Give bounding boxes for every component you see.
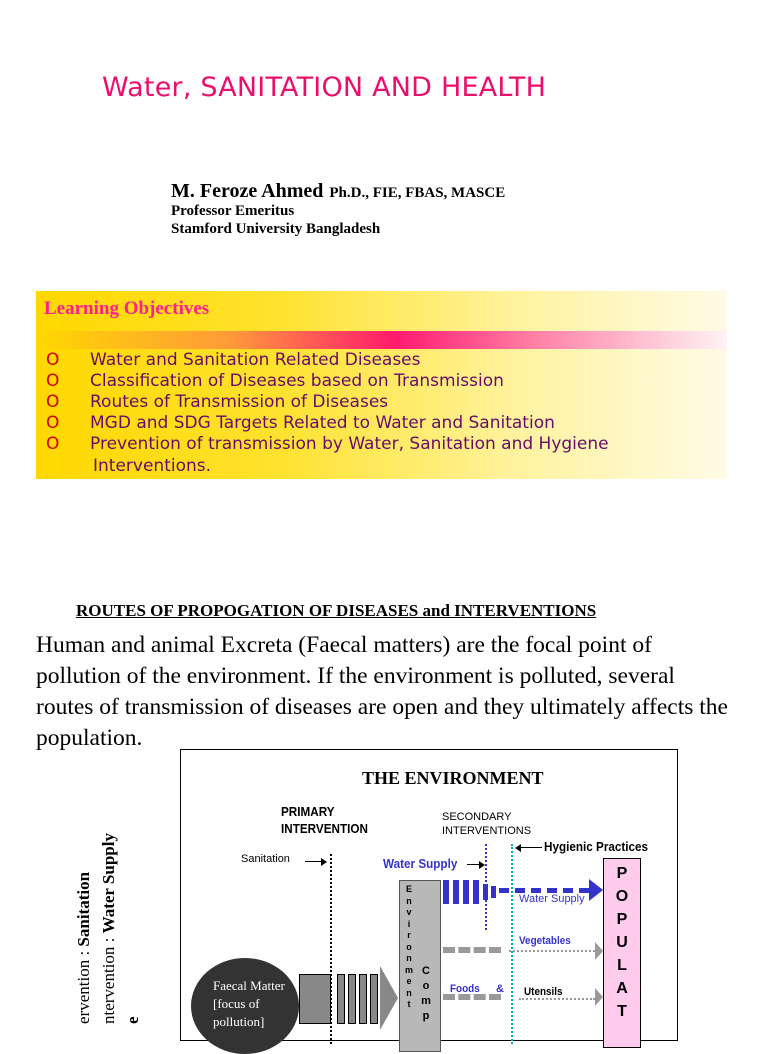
side-label-prefix: ervention : — [74, 946, 93, 1024]
bullet-icon: O — [46, 350, 60, 370]
water-supply-route-label: Water Supply — [519, 893, 585, 905]
utensils-route-dotted — [519, 998, 595, 1000]
objective-item: Prevention of transmission by Water, Sanitation and Hygiene — [90, 434, 609, 454]
arrow-right-icon — [321, 858, 327, 866]
letter: v — [406, 907, 412, 917]
discharge-bar — [337, 974, 345, 1024]
arrow-right-icon — [589, 879, 603, 901]
letter: A — [616, 980, 628, 997]
letter: r — [407, 930, 411, 940]
letter: P — [616, 911, 628, 928]
arrow-left-icon — [515, 844, 521, 852]
objectives-gradient-band — [36, 331, 727, 349]
bullet-icon: O — [46, 392, 60, 412]
faecal-line-3: pollution] — [213, 1014, 265, 1029]
letter: m — [421, 995, 431, 1007]
letter: E — [405, 884, 412, 894]
letter: n — [406, 987, 412, 998]
discharge-bar — [359, 974, 367, 1024]
faecal-line-1: Faecal Matter — [213, 978, 285, 993]
objective-item: Water and Sanitation Related Diseases — [90, 350, 421, 370]
bullet-icon: O — [46, 413, 60, 433]
letter: P — [616, 865, 628, 882]
ampersand-label: & — [496, 983, 504, 995]
environment-vertical-text — [403, 884, 415, 1011]
hygiene-intervention-line — [511, 844, 513, 1044]
letter: n — [406, 895, 412, 906]
foods-label: Foods — [450, 983, 480, 995]
letter: p — [422, 1010, 430, 1022]
objective-item: MGD and SDG Targets Related to Water and Sanitation — [90, 413, 555, 433]
vegetables-route-dotted — [509, 950, 595, 952]
letter: U — [616, 934, 628, 951]
secondary-line-2: INTERVENTIONS — [442, 825, 532, 837]
water-bar — [453, 880, 459, 904]
faecal-line-2: [focus of — [213, 996, 260, 1011]
secondary-interventions-label — [442, 810, 531, 838]
hygiene-arrow-line — [518, 847, 542, 848]
bullet-icon: O — [46, 434, 60, 454]
primary-line-1: PRIMARY — [281, 804, 335, 819]
objectives-title: Learning Objectives — [44, 298, 210, 319]
letter: t — [407, 999, 411, 1009]
compartment-vertical-text — [419, 964, 433, 1024]
water-supply-top-label: Water Supply — [383, 856, 458, 871]
transmission-diagram — [180, 749, 678, 1041]
diagram-title: THE ENVIRONMENT — [362, 768, 544, 788]
letter: L — [617, 957, 627, 974]
author-institution: Stamford University Bangladesh — [171, 221, 381, 237]
discharge-block — [299, 974, 331, 1024]
secondary-line-1: SECONDARY — [442, 811, 512, 823]
letter: C — [422, 965, 430, 977]
arrow-right-icon — [595, 942, 603, 960]
page-title: Water, SANITATION AND HEALTH — [102, 72, 547, 103]
objective-item-continuation: Interventions. — [93, 456, 212, 476]
side-label-bold: Water Supply — [99, 833, 118, 934]
author-credentials: Ph.D., FIE, FBAS, MASCE — [329, 185, 506, 201]
letter: i — [407, 918, 411, 929]
letter: o — [406, 941, 412, 952]
water-bar — [443, 880, 449, 904]
side-label-water-supply — [99, 833, 119, 1024]
discharge-bar — [370, 974, 378, 1024]
letter: o — [422, 980, 430, 992]
primary-line-2: INTERVENTION — [281, 821, 368, 836]
faecal-matter-label — [213, 977, 285, 1031]
arrow-right-icon — [380, 966, 398, 1030]
letter: m — [404, 964, 413, 975]
discharge-bar — [348, 974, 356, 1024]
water-bar — [473, 880, 479, 904]
side-label-prefix: ntervention : — [99, 933, 118, 1024]
author-position: Professor Emeritus — [171, 203, 295, 219]
water-bar — [463, 880, 469, 904]
vegetables-route-grey — [443, 947, 501, 953]
sanitation-label: Sanitation — [241, 853, 290, 865]
water-bar — [483, 884, 488, 900]
utensils-label: Utensils — [524, 986, 563, 998]
letter: O — [615, 888, 629, 905]
side-label-bold: Sanitation — [74, 871, 93, 947]
routes-paragraph: Human and animal Excreta (Faecal matters) are the focal point of pollution of the environment. If the environment is polluted, several routes of transmission of diseases are open and they ultimately affects the population. — [36, 632, 728, 751]
objective-item: Routes of Transmission of Diseases — [90, 392, 389, 412]
side-label-third: e — [123, 1016, 142, 1024]
water-bar — [491, 886, 496, 898]
population-box — [603, 858, 641, 1048]
letter: n — [406, 953, 412, 963]
routes-title: ROUTES OF PROPOGATION OF DISEASES and INTERVENTIONS — [76, 601, 597, 620]
author-name: M. Feroze Ahmed — [171, 180, 324, 202]
primary-intervention-label — [281, 803, 368, 837]
side-label-sanitation — [74, 872, 94, 1024]
objective-item: Classification of Diseases based on Transmission — [90, 371, 504, 391]
hygienic-practices-label: Hygienic Practices — [544, 839, 649, 854]
author-line — [171, 180, 505, 203]
bullet-icon: O — [46, 371, 60, 391]
arrow-right-icon — [595, 988, 603, 1006]
letter: T — [617, 1003, 627, 1020]
vegetables-label: Vegetables — [519, 935, 571, 947]
letter: e — [406, 976, 412, 986]
